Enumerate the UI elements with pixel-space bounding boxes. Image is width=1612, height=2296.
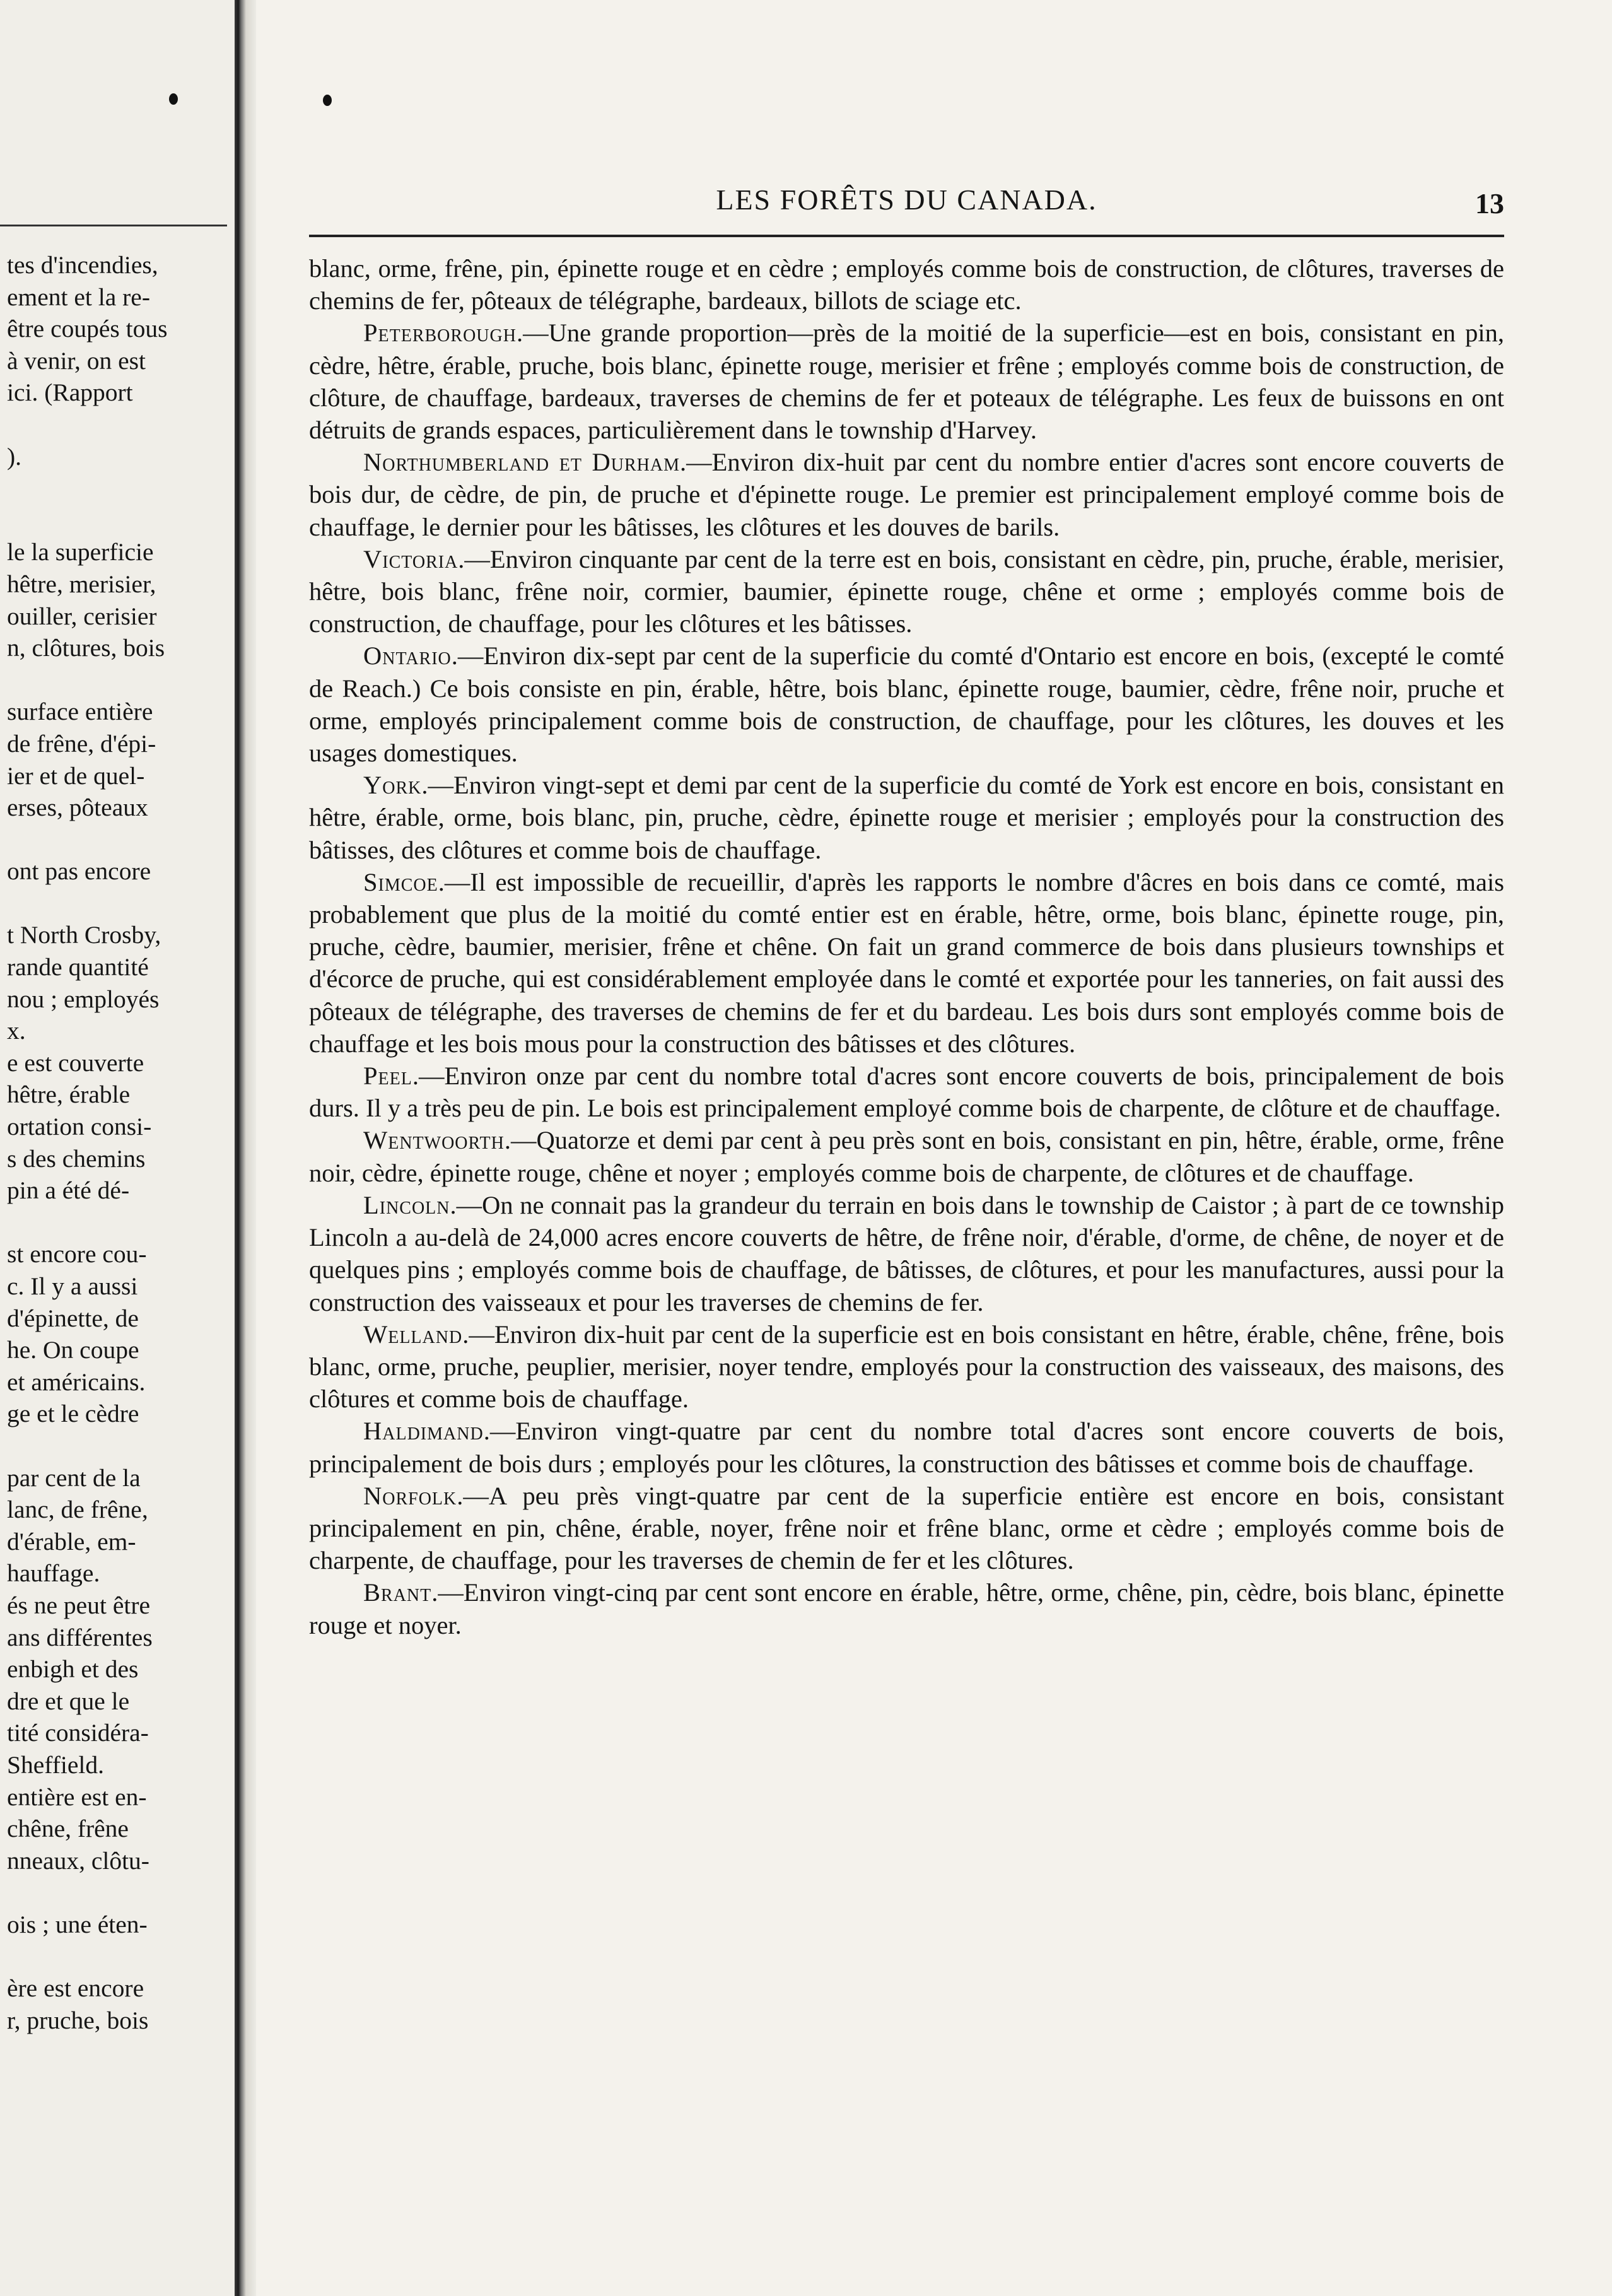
- county-name: Haldimand: [363, 1417, 484, 1446]
- page-gutter: [235, 0, 256, 2296]
- county-entry: Brant.—Environ vingt-cinq par cent sont encore en érable, hêtre, orme, chêne, pin, cèdre, bois blanc, épinette rouge et noyer.: [309, 1578, 1504, 1639]
- facing-page-line: lanc, de frêne,: [7, 1496, 148, 1524]
- facing-page-line: [7, 664, 225, 696]
- county-name: Simcoe: [363, 867, 438, 896]
- header-rule: [309, 235, 1504, 237]
- facing-page-line: ici. (Rapport: [7, 378, 133, 407]
- facing-page-line: he. On coupe: [7, 1336, 139, 1364]
- county-entry: Victoria.—Environ cinquante par cent de la terre est en bois, consistant en cèdre, pin, pruche, érable, merisier, hêtre, bois blanc, frêne noir, cormier, baumier, épinette rouge, chêne et orme ; employés comme bois de construction, de chauffage, pour les clôtures et les bâtisses.: [309, 544, 1504, 638]
- county-name: Peel: [363, 1062, 412, 1091]
- opening-paragraph: blanc, orme, frêne, pin, épinette rouge et en cèdre ; employés comme bois de construction, de clôtures, traverses de chemins de fer, pôteaux de télégraphe, bardeaux, billots de sciage etc.: [309, 254, 1504, 315]
- county-name: Brant: [363, 1578, 432, 1607]
- county-description: Environ vingt-quatre par cent du nombre total d'acres sont encore couverts de bois, principalement de bois durs ; employés pour les clôtures, la construction des bâtisses et comme bois de chauffage.: [309, 1417, 1504, 1478]
- facing-page-line: être coupés tous: [7, 315, 168, 343]
- facing-page-line: nneaux, clôtu-: [7, 1846, 149, 1875]
- facing-page-line: ).: [7, 442, 22, 471]
- county-name: York: [363, 771, 422, 800]
- county-name: Norfolk: [363, 1481, 457, 1510]
- facing-page-line: nou ; employés: [7, 985, 160, 1013]
- facing-page-line: és ne peut être: [7, 1591, 151, 1619]
- facing-page-line: ement et la re-: [7, 283, 150, 311]
- facing-page-line: Sheffield.: [7, 1750, 104, 1779]
- county-description: Environ vingt-sept et demi par cent de la superficie du comté de York est encore en bois, consistant en hêtre, érable, orme, bois blanc, pin, pruche, cèdre, épinette rouge et merisier ; employés pour la construction des bâtisses, des clôtures et comme bois de chauffage.: [309, 771, 1504, 864]
- facing-page-line: erses, pôteaux: [7, 794, 148, 822]
- facing-page-rule: [0, 225, 227, 226]
- facing-page-line: chêne, frêne: [7, 1815, 129, 1843]
- county-entry: York.—Environ vingt-sept et demi par cent de la superficie du comté de York est encore en bois, consistant en hêtre, érable, orme, bois blanc, pin, pruche, cèdre, épinette rouge et merisier ; employés pour la construction des bâtisses, des clôtures et comme bois de chauffage.: [309, 771, 1504, 864]
- facing-page-line: t North Crosby,: [7, 921, 161, 949]
- facing-page-line: hauffage.: [7, 1559, 100, 1588]
- county-description: Il est impossible de recueillir, d'après les rapports le nombre d'âcres en bois dans ce comté, mais probablement que plus de la moitié du comté entier est en érable, hêtre, orme, bois blanc, épinette rouge, pin, pruche, cèdre, baumier, merisier, frêne et chêne. On fait un grand commerce de bois dans plusieurs townships et d'écorce de pruche, qui est considérablement employée dans le comté et exportée pour les tanneries, on fait aussi des pôteaux de télégraphe, des traverses de chemins de fer et du bardeau. Les bois durs sont employés comme bois de chauffage et les bois mous pour la construction des bâtisses et des clôtures.: [309, 867, 1504, 1058]
- ink-speck: [169, 93, 178, 105]
- article-body: [309, 252, 1504, 1641]
- facing-page-line: à venir, on est: [7, 346, 146, 375]
- county-name: Ontario: [363, 641, 452, 671]
- county-description: Quatorze et demi par cent à peu près sont en bois, consistant en pin, hêtre, érable, orme, frêne noir, cèdre, épinette rouge, chêne et noyer ; employés comme bois de charpente, de clôtures et de chauffage.: [309, 1126, 1504, 1187]
- facing-page-line: c. Il y a aussi: [7, 1272, 138, 1300]
- facing-page-line: ortation consi-: [7, 1113, 152, 1141]
- county-entry: Simcoe.—Il est impossible de recueillir, d'après les rapports le nombre d'âcres en bois dans ce comté, mais probablement que plus de la moitié du comté entier est en érable, hêtre, orme, bois blanc, épinette rouge, pin, pruche, cèdre, baumier, merisier, frêne et chêne. On fait un grand commerce de bois dans plusieurs townships et d'écorce de pruche, qui est considérablement employée dans le comté et exportée pour les tanneries, on fait aussi des pôteaux de télégraphe, des traverses de chemins de fer et du bardeau. Les bois durs sont employés comme bois de chauffage et les bois mous pour la construction des bâtisses et des clôtures.: [309, 867, 1504, 1058]
- county-description: Environ dix-sept par cent de la superficie du comté d'Ontario est encore en bois, (excepté le comté de Reach.) Ce bois consiste en pin, érable, hêtre, bois blanc, épinette rouge, baumier, cèdre, frêne noir, pruche et orme, employés principalement comme bois de construction, de chauffage, pour les clôtures, les douves et les usages domestiques.: [309, 641, 1504, 768]
- facing-page-line: par cent de la: [7, 1463, 141, 1492]
- county-description: Environ onze par cent du nombre total d'acres sont encore couverts de bois, principalement de bois durs. Il y a très peu de pin. Le bois est principalement employé comme bois de charpente, de clôture et de chauffage.: [309, 1062, 1504, 1123]
- facing-page-line: ier et de quel-: [7, 761, 145, 790]
- facing-page-line: le la superficie: [7, 538, 154, 566]
- county-description: Environ vingt-cinq par cent sont encore en érable, hêtre, orme, chêne, pin, cèdre, bois blanc, épinette rouge et noyer.: [309, 1578, 1504, 1639]
- facing-page-line: [7, 472, 225, 505]
- facing-page-line: s des chemins: [7, 1144, 146, 1173]
- facing-page-line: ge et le cèdre: [7, 1400, 139, 1428]
- facing-page-line: [7, 1877, 225, 1909]
- county-description: Environ dix-huit par cent du nombre entier d'acres sont encore couverts de bois dur, de cèdre, de pin, de pruche et d'épinette rouge. Le premier est principalement employé comme bois de chauffage, le dernier pour les bâtisses, les clôtures et les douves de barils.: [309, 448, 1504, 541]
- county-name: Lincoln: [363, 1190, 450, 1219]
- county-description: Environ cinquante par cent de la terre est en bois, consistant en cèdre, pin, pruche, érable, merisier, hêtre, bois blanc, frêne noir, cormier, baumier, épinette rouge, chêne et orme ; employés comme bois de construction, de chauffage, pour les clôtures et les bâtisses.: [309, 544, 1504, 638]
- facing-page-line: et américains.: [7, 1368, 146, 1396]
- facing-page-line: x.: [7, 1017, 26, 1045]
- facing-page-line: enbigh et des: [7, 1655, 139, 1684]
- facing-page-line: hêtre, merisier,: [7, 570, 156, 598]
- facing-page-line: [7, 409, 225, 441]
- facing-page-fragment: [0, 0, 235, 2296]
- facing-page-line: [7, 887, 225, 920]
- county-name: Peterborough: [363, 319, 517, 348]
- facing-page-line: [7, 824, 225, 856]
- county-name: Northumberland et Durham: [363, 448, 680, 477]
- county-entry: Peterborough.—Une grande proportion—près de la moitié de la superficie—est en bois, consistant en pin, cèdre, hêtre, érable, pruche, bois blanc, épinette rouge, merisier et frêne ; employés comme bois de construction, de clôture, de chauffage, bardeaux, traverses de chemins de fer et poteaux de télégraphe. Les feux de buissons en ont détruits de grands espaces, particulièrement dans le township d'Harvey.: [309, 319, 1504, 445]
- facing-page-line: [7, 505, 225, 537]
- county-entry: Northumberland et Durham.—Environ dix-huit par cent du nombre entier d'acres sont encore couverts de bois dur, de cèdre, de pin, de pruche et d'épinette rouge. Le premier est principalement employé comme bois de chauffage, le dernier pour les bâtisses, les clôtures et les douves de barils.: [309, 448, 1504, 541]
- facing-page-line: dre et que le: [7, 1687, 130, 1715]
- county-entry: Wentwoorth.—Quatorze et demi par cent à peu près sont en bois, consistant en pin, hêtre, érable, orme, frêne noir, cèdre, épinette rouge, chêne et noyer ; employés comme bois de charpente, de clôtures et de chauffage.: [309, 1126, 1504, 1187]
- facing-page-text: [7, 249, 225, 2036]
- county-name: Welland: [363, 1320, 463, 1349]
- facing-page-line: d'épinette, de: [7, 1304, 139, 1332]
- facing-page-line: tes d'incendies,: [7, 251, 158, 279]
- facing-page-line: r, pruche, bois: [7, 2006, 149, 2034]
- facing-page-line: [7, 1940, 225, 1972]
- county-description: Environ dix-huit par cent de la superficie est en bois consistant en hêtre, érable, chêne, frêne, bois blanc, orme, pruche, peuplier, merisier, noyer tendre, employés pour la construction des vaisseaux, des maisons, des clôtures et comme bois de chauffage.: [309, 1320, 1504, 1414]
- facing-page-line: surface entière: [7, 698, 153, 726]
- county-entry: Haldimand.—Environ vingt-quatre par cent du nombre total d'acres sont encore couverts de bois, principalement de bois durs ; employés pour les clôtures, la construction des bâtisses et comme bois de chauffage.: [309, 1417, 1504, 1478]
- facing-page-line: hêtre, érable: [7, 1081, 131, 1109]
- facing-page-line: rande quantité: [7, 953, 149, 981]
- county-entry: Norfolk.—A peu près vingt-quatre par cent de la superficie entière est encore en bois, consistant principalement en pin, chêne, érable, noyer, frêne noir et frêne blanc, orme et cèdre ; employés comme bois de charpente, de chauffage, pour les traverses de chemin de fer et les clôtures.: [309, 1481, 1504, 1575]
- facing-page-line: pin a été dé-: [7, 1176, 130, 1205]
- facing-page-line: ont pas encore: [7, 857, 151, 886]
- facing-page-line: de frêne, d'épi-: [7, 729, 156, 758]
- facing-page-line: [7, 1430, 225, 1462]
- facing-page-line: ois ; une éten-: [7, 1910, 148, 1938]
- facing-page-line: e est couverte: [7, 1048, 144, 1077]
- facing-page-line: ans différentes: [7, 1623, 153, 1651]
- county-entry: Ontario.—Environ dix-sept par cent de la superficie du comté d'Ontario est encore en bois, (excepté le comté de Reach.) Ce bois consiste en pin, érable, hêtre, bois blanc, épinette rouge, baumier, cèdre, frêne noir, pruche et orme, employés principalement comme bois de construction, de chauffage, pour les clôtures, les douves et les usages domestiques.: [309, 641, 1504, 768]
- county-description: On ne connait pas la grandeur du terrain en bois dans le township de Caistor ; à part de ce township Lincoln a au-delà de 24,000 acres encore couverts de hêtre, de frêne noir, d'érable, d'orme, de chêne, de noyer et de quelques pins ; employés comme bois de chauffage, de bâtisses, de clôtures, et pour les manufactures, aussi pour la construction des vaisseaux et pour les traverses de chemins de fer.: [309, 1190, 1504, 1316]
- county-entry: Welland.—Environ dix-huit par cent de la superficie est en bois consistant en hêtre, érable, chêne, frêne, bois blanc, orme, pruche, peuplier, merisier, noyer tendre, employés pour la construction des vaisseaux, des maisons, des clôtures et comme bois de chauffage.: [309, 1320, 1504, 1414]
- facing-page-line: entière est en-: [7, 1783, 147, 1811]
- county-entry: Peel.—Environ onze par cent du nombre total d'acres sont encore couverts de bois, principalement de bois durs. Il y a très peu de pin. Le bois est principalement employé comme bois de charpente, de clôture et de chauffage.: [309, 1062, 1504, 1123]
- county-description: Une grande proportion—près de la moitié de la superficie—est en bois, consistant en pin, cèdre, hêtre, érable, pruche, bois blanc, épinette rouge, merisier et frêne ; employés comme bois de construction, de clôture, de chauffage, bardeaux, traverses de chemins de fer et poteaux de télégraphe. Les feux de buissons en ont détruits de grands espaces, particulièrement dans le township d'Harvey.: [309, 319, 1504, 445]
- running-title: LES FORÊTS DU CANADA.: [716, 184, 1097, 216]
- page: [309, 0, 1504, 2296]
- county-description: A peu près vingt-quatre par cent de la superficie entière est encore en bois, consistant principalement en pin, chêne, érable, noyer, frêne noir et frêne blanc, orme et cèdre ; employés comme bois de charpente, de chauffage, pour les traverses de chemin de fer et les clôtures.: [309, 1481, 1504, 1575]
- facing-page-line: ère est encore: [7, 1974, 144, 2003]
- facing-page-line: d'érable, em-: [7, 1527, 136, 1555]
- county-entry: Lincoln.—On ne connait pas la grandeur du terrain en bois dans le township de Caistor ; à part de ce township Lincoln a au-delà de 24,000 acres encore couverts de hêtre, de frêne noir, d'érable, d'orme, de chêne, de noyer et de quelques pins ; employés comme bois de chauffage, de bâtisses, de clôtures, et pour les manufactures, aussi pour la construction des vaisseaux et pour les traverses de chemins de fer.: [309, 1190, 1504, 1316]
- facing-page-line: [7, 1207, 225, 1239]
- facing-page-line: n, clôtures, bois: [7, 634, 165, 662]
- facing-page-line: tité considéra-: [7, 1719, 149, 1747]
- county-name: Victoria: [363, 544, 458, 573]
- county-name: Wentwoorth: [363, 1126, 505, 1155]
- page-number: 13: [1475, 187, 1504, 220]
- facing-page-line: st encore cou-: [7, 1240, 147, 1268]
- facing-page-line: ouiller, cerisier: [7, 602, 157, 630]
